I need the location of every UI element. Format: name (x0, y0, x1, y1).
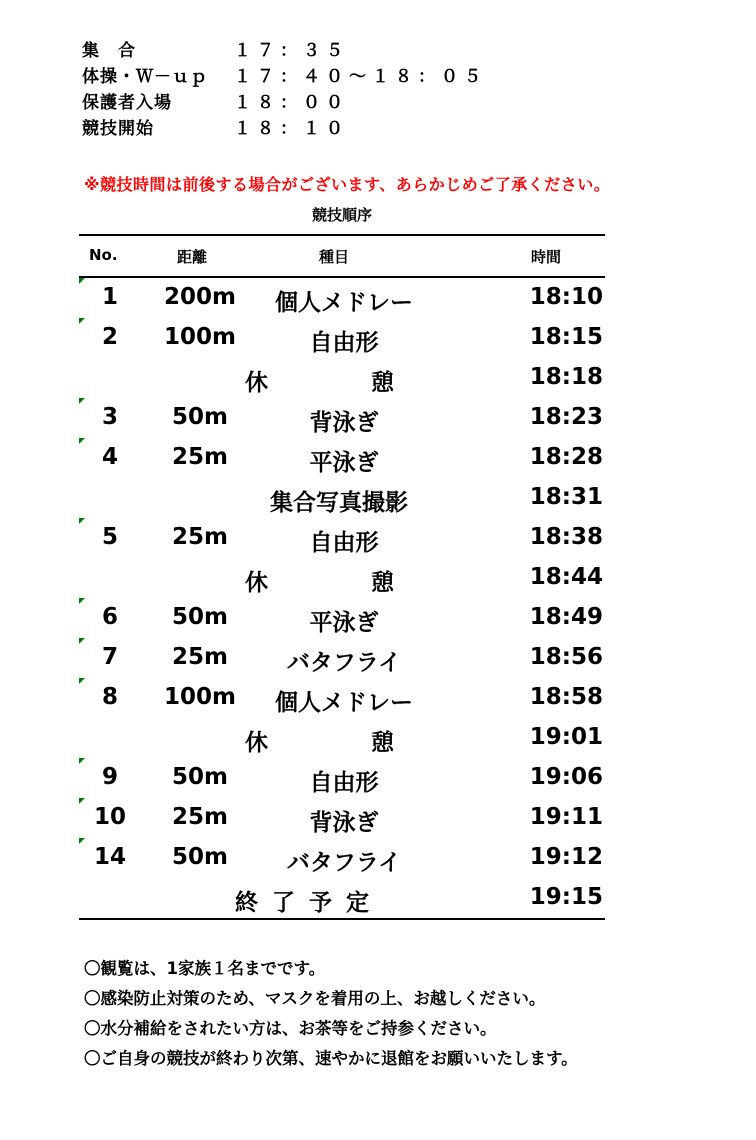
schedule-label: 保護者入場 (82, 93, 172, 113)
event-no: 5 (101, 524, 118, 550)
event-no: 10 (93, 804, 126, 830)
event-time: 18:31 (529, 484, 603, 510)
schedule-row-warmup (82, 64, 487, 90)
table-row (79, 518, 605, 558)
event-distance: 100m (164, 324, 236, 350)
table-row (79, 438, 605, 478)
table-row (79, 278, 605, 318)
event-no: 7 (101, 644, 118, 670)
header-event: 種目 (319, 248, 350, 266)
event-distance: 25m (172, 524, 228, 550)
table-row (79, 678, 605, 718)
schedule-label: 集 合 (82, 41, 136, 61)
event-name: 自由形 (309, 330, 379, 356)
schedule-block (82, 38, 487, 142)
event-time: 18:10 (529, 284, 603, 310)
event-time: 18:18 (529, 364, 603, 390)
table-row (79, 638, 605, 678)
event-time: 18:44 (529, 564, 603, 590)
schedule-time: １７：４０～１８：０５ (234, 67, 487, 87)
event-distance: 50m (172, 404, 228, 430)
event-no: 3 (101, 404, 118, 430)
event-distance: 25m (172, 804, 228, 830)
notes-list (84, 954, 578, 1074)
event-time: 18:58 (529, 684, 603, 710)
event-name: 個人メドレー (275, 290, 413, 316)
header-time: 時間 (531, 248, 562, 266)
schedule-time: １８：１０ (234, 119, 349, 139)
event-name: 自由形 (309, 770, 379, 796)
event-distance: 25m (172, 644, 228, 670)
event-distance: 50m (172, 764, 228, 790)
event-distance: 25m (172, 444, 228, 470)
table-header (79, 234, 605, 278)
photo-row (79, 478, 605, 518)
event-name: 自由形 (309, 530, 379, 556)
event-time: 18:15 (529, 324, 603, 350)
header-no: No. (89, 246, 118, 264)
event-no: 14 (93, 844, 126, 870)
table-row (79, 398, 605, 438)
event-time: 18:23 (529, 404, 603, 430)
schedule-label: 競技開始 (82, 119, 154, 139)
event-name: 平泳ぎ (309, 610, 379, 636)
event-distance: 50m (172, 604, 228, 630)
event-name: バタフライ (286, 650, 402, 676)
event-time: 19:11 (529, 804, 603, 830)
note-item: 〇水分補給をされたい方は、お茶等をご持参ください。 (84, 1019, 497, 1038)
event-name: 背泳ぎ (309, 810, 379, 836)
table-row (79, 838, 605, 878)
header-distance: 距離 (177, 248, 208, 266)
break-row (79, 558, 605, 598)
schedule-row-start (82, 116, 487, 142)
table-title: 競技順序 (311, 206, 372, 224)
photo-label: 集合写真撮影 (270, 490, 408, 516)
event-time: 18:56 (529, 644, 603, 670)
event-no: 6 (101, 604, 118, 630)
event-order-table (79, 234, 605, 920)
break-label: 休 憩 (245, 730, 434, 756)
schedule-label: 体操・Ｗ－ｕｐ (82, 67, 208, 87)
schedule-time: １７：３５ (234, 41, 349, 61)
event-no: 4 (101, 444, 118, 470)
schedule-time: １８：００ (234, 93, 349, 113)
event-name: 平泳ぎ (309, 450, 379, 476)
event-time: 19:06 (529, 764, 603, 790)
event-distance: 200m (164, 284, 236, 310)
schedule-row-guardian-entry (82, 90, 487, 116)
schedule-row-gather (82, 38, 487, 64)
note-item: 〇観覧は、1家族１名までです。 (84, 959, 326, 978)
event-no: 1 (101, 284, 118, 310)
event-distance: 100m (164, 684, 236, 710)
event-distance: 50m (172, 844, 228, 870)
table-row (79, 758, 605, 798)
event-time: 19:12 (529, 844, 603, 870)
event-time: 18:38 (529, 524, 603, 550)
event-no: 8 (101, 684, 118, 710)
event-no: 2 (101, 324, 118, 350)
note-item: 〇感染防止対策のため、マスクを着用の上、お越しください。 (84, 989, 546, 1008)
event-no: 9 (101, 764, 118, 790)
table-row (79, 598, 605, 638)
event-time: 18:28 (529, 444, 603, 470)
event-time: 18:49 (529, 604, 603, 630)
break-label: 休 憩 (245, 570, 434, 596)
table-row (79, 798, 605, 838)
event-name: 個人メドレー (275, 690, 413, 716)
break-label: 休 憩 (245, 370, 434, 396)
event-time: 19:01 (529, 724, 603, 750)
event-time: 19:15 (529, 884, 603, 910)
note-item: 〇ご自身の競技が終わり次第、速やかに退館をお願いいたします。 (84, 1049, 578, 1068)
end-label: 終了予定 (235, 890, 383, 916)
table-row (79, 318, 605, 358)
event-name: 背泳ぎ (309, 410, 379, 436)
break-row (79, 718, 605, 758)
break-row (79, 358, 605, 398)
timing-notice: ※競技時間は前後する場合がございます、あらかじめご了承ください。 (84, 175, 611, 194)
end-row (79, 878, 605, 920)
event-name: バタフライ (286, 850, 402, 876)
